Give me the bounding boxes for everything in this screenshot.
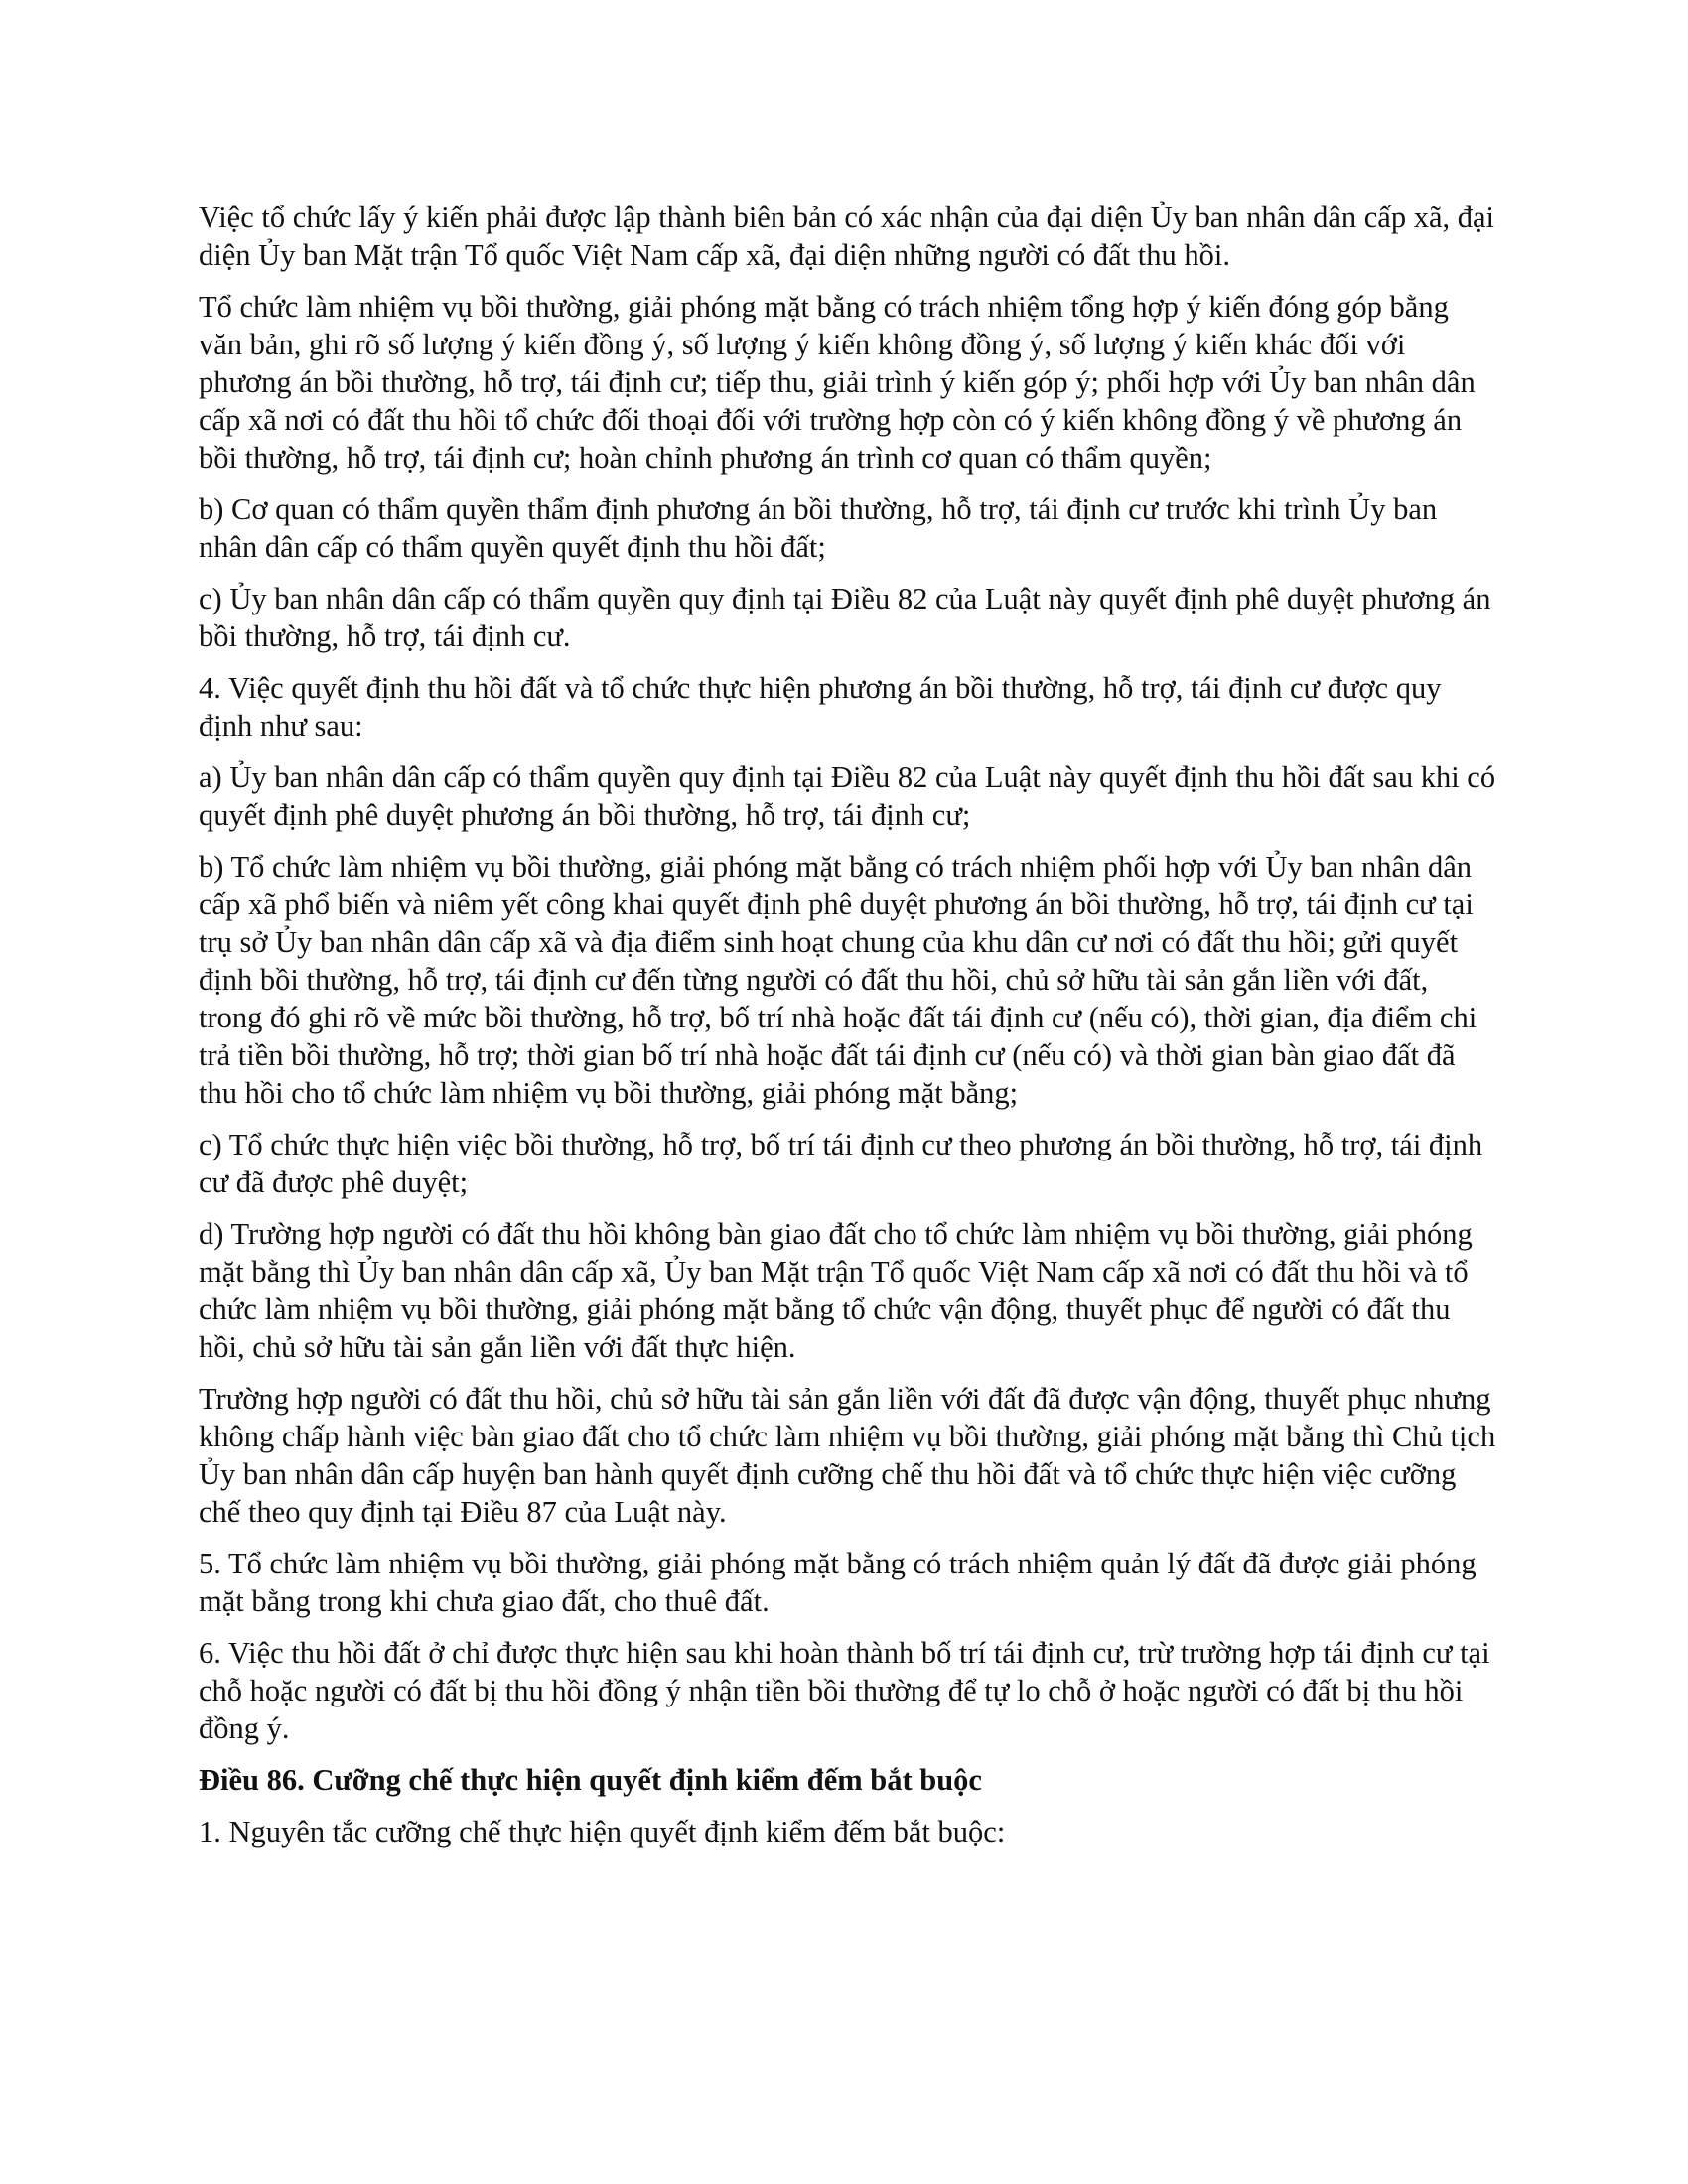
paragraph-clause-4-item-a: a) Ủy ban nhân dân cấp có thẩm quyền quy định tại Điều 82 của Luật này quyết định thu hồi đất sau khi có quyết định phê duyệt phương án bồi thường, hỗ trợ, tái định cư; xyxy=(199,760,1496,832)
paragraph-clause-4-item-d: d) Trường hợp người có đất thu hồi không bàn giao đất cho tổ chức làm nhiệm vụ bồi thường, giải phóng mặt bằng thì Ủy ban nhân dân cấp xã, Ủy ban Mặt trận Tổ quốc Việt Nam cấp xã nơi có đất thu hồi và tổ chức làm nhiệm vụ bồi thường, giải phóng mặt bằng tổ chức vận động, thuyết phục để người có đất thu hồi, chủ sở hữu tài sản gắn liền với đất thực hiện. xyxy=(199,1217,1473,1364)
paragraph-clause-5: 5. Tổ chức làm nhiệm vụ bồi thường, giải phóng mặt bằng có trách nhiệm quản lý đất đã được giải phóng mặt bằng trong khi chưa giao đất, cho thuê đất. xyxy=(199,1547,1477,1618)
paragraph-enforcement-case: Trường hợp người có đất thu hồi, chủ sở hữu tài sản gắn liền với đất đã được vận động, thuyết phục nhưng không chấp hành việc bàn giao đất cho tổ chức làm nhiệm vụ bồi thường, giải phóng mặt bằng thì Chủ tịch Ủy ban nhân dân cấp huyện ban hành quyết định cưỡng chế thu hồi đất và tổ chức thực hiện việc cưỡng chế theo quy định tại Điều 87 của Luật này. xyxy=(199,1382,1496,1529)
paragraph-clause-4-item-c: c) Tổ chức thực hiện việc bồi thường, hỗ trợ, bố trí tái định cư theo phương án bồi thường, hỗ trợ, tái định cư đã được phê duyệt; xyxy=(199,1128,1483,1199)
paragraph-opinion-record: Việc tổ chức lấy ý kiến phải được lập thành biên bản có xác nhận của đại diện Ủy ban nhân dân cấp xã, đại diện Ủy ban Mặt trận Tổ quốc Việt Nam cấp xã, đại diện những người có đất thu hồi. xyxy=(199,201,1495,272)
paragraph-clause-4-item-b: b) Tổ chức làm nhiệm vụ bồi thường, giải phóng mặt bằng có trách nhiệm phối hợp với Ủy ban nhân dân cấp xã phổ biến và niêm yết công khai quyết định phê duyệt phương án bồi thường, hỗ trợ, tái định cư tại trụ sở Ủy ban nhân dân cấp xã và địa điểm sinh hoạt chung của khu dân cư nơi có đất thu hồi; gửi quyết định bồi thường, hỗ trợ, tái định cư đến từng người có đất thu hồi, chủ sở hữu tài sản gắn liền với đất, trong đó ghi rõ về mức bồi thường, hỗ trợ, bố trí nhà hoặc đất tái định cư (nếu có), thời gian, địa điểm chi trả tiền bồi thường, hỗ trợ; thời gian bố trí nhà hoặc đất tái định cư (nếu có) và thời gian bàn giao đất đã thu hồi cho tổ chức làm nhiệm vụ bồi thường, giải phóng mặt bằng; xyxy=(199,850,1477,1110)
paragraph-clause-4: 4. Việc quyết định thu hồi đất và tổ chức thực hiện phương án bồi thường, hỗ trợ, tái định cư được quy định như sau: xyxy=(199,671,1442,743)
document-page xyxy=(199,199,1499,1864)
paragraph-item-c-approval: c) Ủy ban nhân dân cấp có thẩm quyền quy định tại Điều 82 của Luật này quyết định phê duyệt phương án bồi thường, hỗ trợ, tái định cư. xyxy=(199,582,1491,653)
paragraph-item-b-appraisal: b) Cơ quan có thẩm quyền thẩm định phương án bồi thường, hỗ trợ, tái định cư trước khi trình Ủy ban nhân dân cấp có thẩm quyền quyết định thu hồi đất; xyxy=(199,492,1438,564)
article-86-heading: Điều 86. Cưỡng chế thực hiện quyết định kiểm đếm bắt buộc xyxy=(199,1763,982,1797)
paragraph-article-86-clause-1: 1. Nguyên tắc cưỡng chế thực hiện quyết định kiểm đếm bắt buộc: xyxy=(199,1815,1006,1848)
paragraph-clause-6: 6. Việc thu hồi đất ở chỉ được thực hiện sau khi hoàn thành bố trí tái định cư, trừ trường hợp tái định cư tại chỗ hoặc người có đất bị thu hồi đồng ý nhận tiền bồi thường để tự lo chỗ ở hoặc người có đất bị thu hồi đồng ý. xyxy=(199,1636,1490,1745)
paragraph-summary-opinions: Tổ chức làm nhiệm vụ bồi thường, giải phóng mặt bằng có trách nhiệm tổng hợp ý kiến đóng góp bằng văn bản, ghi rõ số lượng ý kiến đồng ý, số lượng ý kiến không đồng ý, số lượng ý kiến khác đối với phương án bồi thường, hỗ trợ, tái định cư; tiếp thu, giải trình ý kiến góp ý; phối hợp với Ủy ban nhân dân cấp xã nơi có đất thu hồi tổ chức đối thoại đối với trường hợp còn có ý kiến không đồng ý về phương án bồi thường, hỗ trợ, tái định cư; hoàn chỉnh phương án trình cơ quan có thẩm quyền; xyxy=(199,290,1476,475)
